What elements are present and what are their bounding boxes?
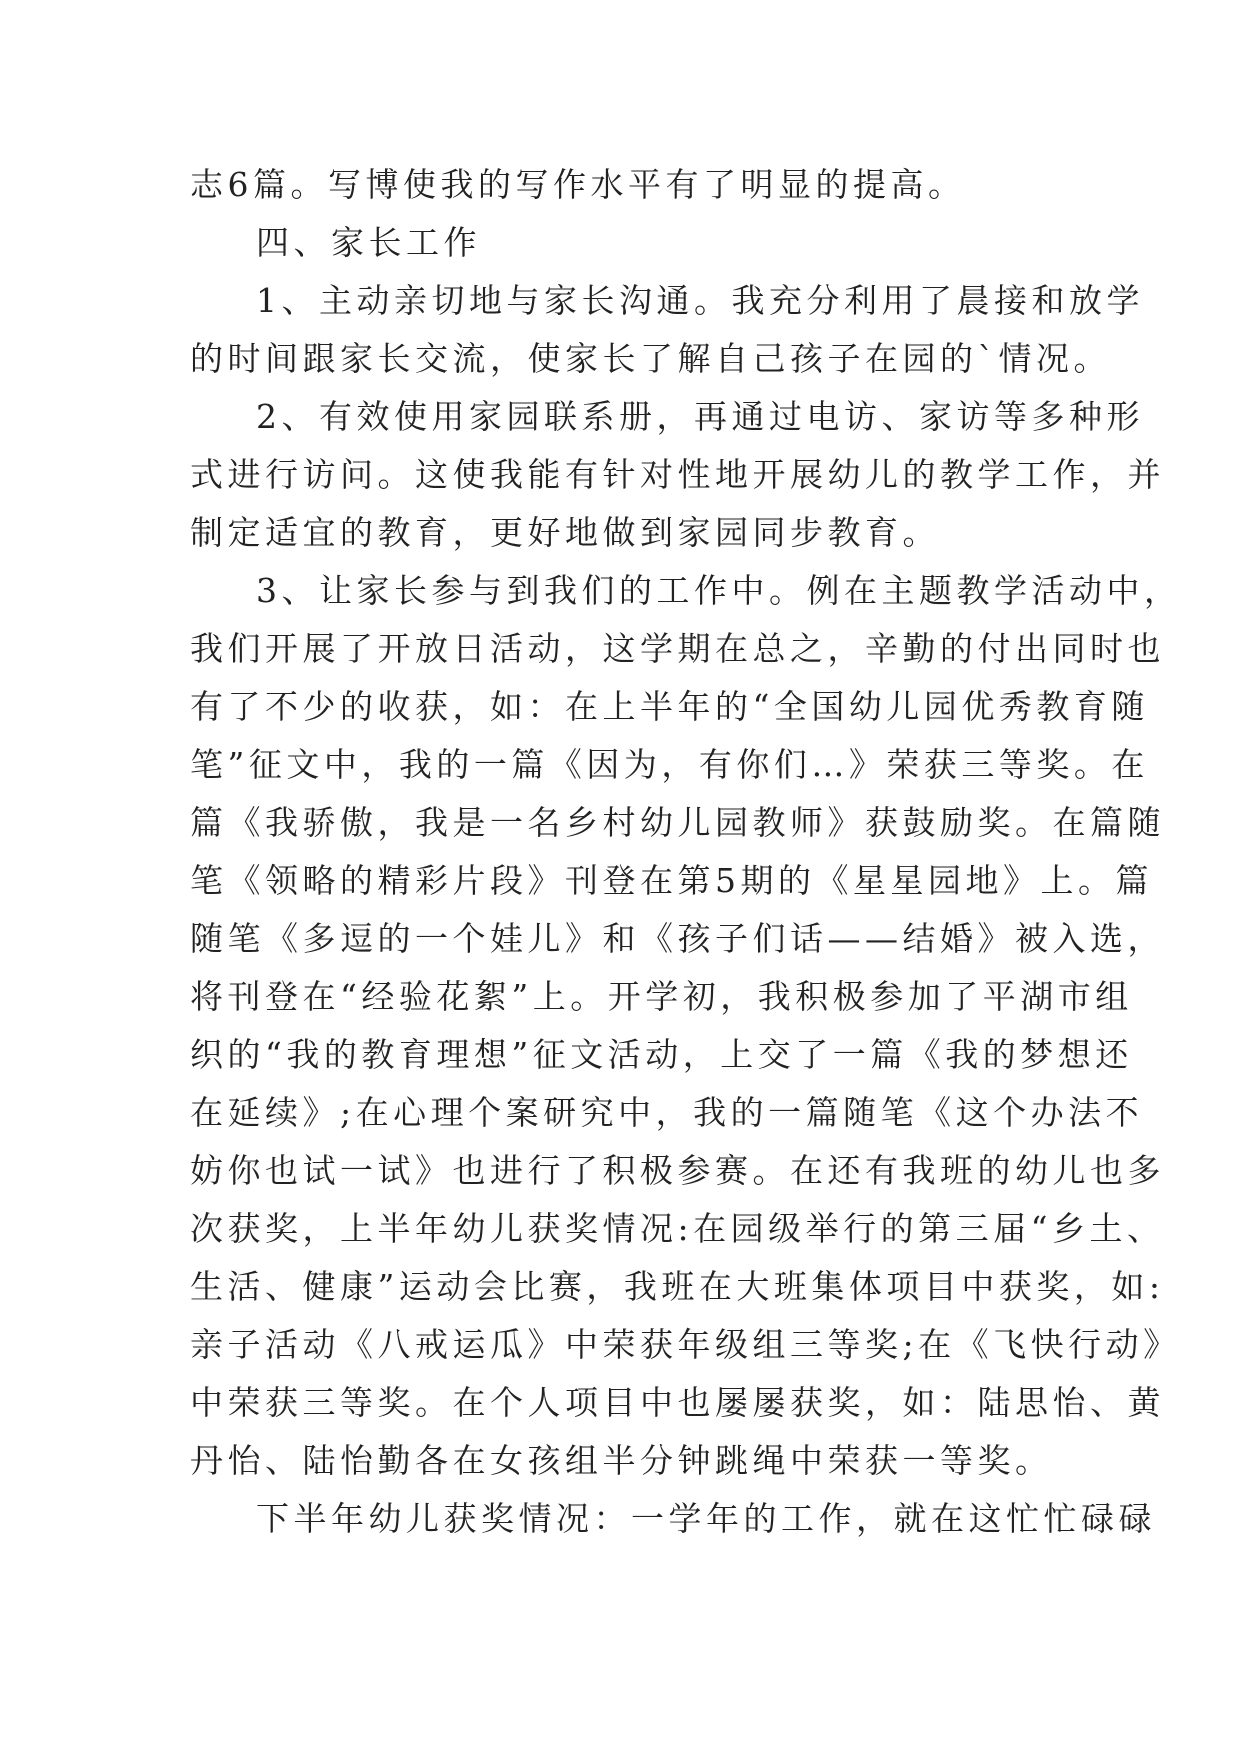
- text-line: 中荣获三等奖。在个人项目中也屡屡获奖，如：陆思怡、黄: [190, 1383, 1165, 1422]
- text-line: 亲子活动《八戒运瓜》中荣获年级组三等奖;在《飞快行动》: [190, 1325, 1181, 1364]
- text-line: 制定适宜的教育，更好地做到家园同步教育。: [190, 513, 940, 552]
- text-line: 在延续》;在心理个案研究中，我的一篇随笔《这个办法不: [190, 1093, 1144, 1132]
- text-line: 3、让家长参与到我们的工作中。例在主题教学活动中，: [256, 571, 1182, 610]
- text-line: 式进行访问。这使我能有针对性地开展幼儿的教学工作，并: [190, 455, 1165, 494]
- text-line: 将刊登在“经验花絮”上。开学初，我积极参加了平湖市组: [190, 977, 1133, 1016]
- text-line: 次获奖，上半年幼儿获奖情况:在园级举行的第三届“乡土、: [190, 1209, 1165, 1248]
- text-line: 下半年幼儿获奖情况：一学年的工作，就在这忙忙碌碌: [256, 1499, 1156, 1538]
- section-heading: 四、家长工作: [256, 223, 481, 262]
- text-line: 有了不少的收获，如：在上半年的“全国幼儿园优秀教育随: [190, 687, 1149, 726]
- text-line: 1、主动亲切地与家长沟通。我充分利用了晨接和放学: [256, 281, 1144, 320]
- text-line: 织的“我的教育理想”征文活动，上交了一篇《我的梦想还: [190, 1035, 1133, 1074]
- document-body: [190, 156, 1182, 1548]
- text-line: 2、有效使用家园联系册，再通过电访、家访等多种形: [256, 397, 1144, 436]
- text-line: 生活、健康”运动会比赛，我班在大班集体项目中获奖，如:: [190, 1267, 1165, 1306]
- text-line: 我们开展了开放日活动，这学期在总之，辛勤的付出同时也: [190, 629, 1165, 668]
- text-line: 妨你也试一试》也进行了积极参赛。在还有我班的幼儿也多: [190, 1151, 1165, 1190]
- text-line: 志6篇。写博使我的写作水平有了明显的提高。: [190, 165, 966, 204]
- text-line: 篇《我骄傲，我是一名乡村幼儿园教师》获鼓励奖。在篇随: [190, 803, 1165, 842]
- text-line: 笔《领略的精彩片段》刊登在第5期的《星星园地》上。篇: [190, 861, 1153, 900]
- text-line: 笔”征文中，我的一篇《因为，有你们…》荣获三等奖。在: [190, 745, 1149, 784]
- text-line: 的时间跟家长交流，使家长了解自己孩子在园的`情况。: [190, 339, 1111, 378]
- text-line: 随笔《多逗的一个娃儿》和《孩子们话——结婚》被入选，: [190, 919, 1165, 958]
- text-line: 丹怡、陆怡勤各在女孩组半分钟跳绳中荣获一等奖。: [190, 1441, 1053, 1480]
